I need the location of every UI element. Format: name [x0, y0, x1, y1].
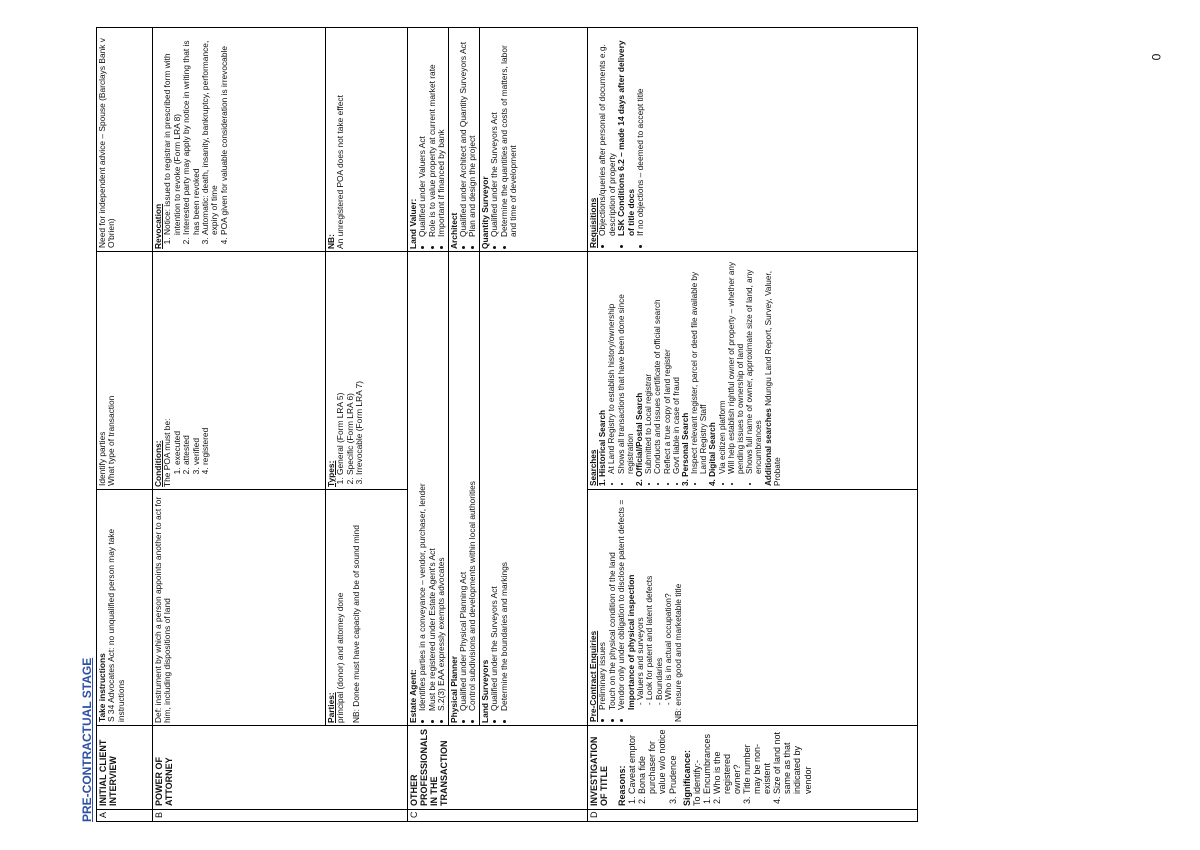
- valuer-item: • Qualified under Valuers Act: [418, 30, 427, 237]
- planner-item: • Qualified under Physical Planning Act: [459, 254, 468, 711]
- land-valuer: [408, 28, 449, 251]
- official-item: • Conducts and issues certificate of official search: [653, 255, 662, 474]
- personal-item: • Inspect relevant register, parcel or deed file available by Land Registry Staff: [690, 255, 708, 474]
- valuer-item: • Role is to value property at current market rate: [428, 30, 437, 237]
- type-item: 2. Specific (Form LRA 6): [346, 254, 355, 475]
- estate-heading: Estate Agent:: [408, 669, 418, 723]
- official-item: • Submitted to Local registrar: [644, 255, 653, 474]
- architect: [449, 28, 480, 251]
- cell-a-3: [97, 28, 153, 252]
- poa-conditions: [153, 252, 326, 489]
- significance-item: 1. Encumbrances: [702, 729, 712, 794]
- official-item: • Govt liable in case of fraud: [672, 255, 681, 474]
- reasons-heading: Reasons:: [617, 765, 628, 806]
- land-surveyors-heading: Land Surveyors: [479, 659, 490, 723]
- cell-a-2: [97, 252, 153, 490]
- transaction-type: What type of transaction: [106, 395, 117, 486]
- row-letter: A: [97, 810, 153, 822]
- architect-item: • Plan and design the project: [468, 30, 477, 237]
- requisitions-list: [598, 31, 645, 248]
- digital-label: Digital Search: [708, 422, 718, 477]
- importance-list: [636, 493, 674, 722]
- qs-item: • Qualified under the Surveyors Act: [490, 30, 499, 237]
- row-d: [588, 28, 918, 822]
- architect-item: • Qualified under Architect and Quantity Surveyors Act: [459, 30, 468, 237]
- historical-item: • Shows all transactions that have been done since registration: [617, 255, 635, 474]
- digital-item: • Will help establish rightful owner of property – whether any pending issues to ownership of land: [727, 255, 745, 474]
- type-item: 1. General (Form LRA 5): [336, 254, 345, 475]
- architect-list: [459, 30, 478, 249]
- row-letter: B: [153, 810, 408, 822]
- condition-item: 2. attested: [182, 254, 191, 465]
- row-letter: C: [408, 810, 588, 822]
- historical-list: [607, 255, 635, 486]
- revocation-item: 3. Automatic: death, insanity, bankruptcy, performance, expiry of time: [201, 30, 220, 235]
- pce-item: • Touch on the physical condition of the land: [608, 493, 617, 710]
- revocation-list: [163, 30, 229, 249]
- additional-text: Ndungu Land Report, Survey, Valuer, Probate: [763, 271, 782, 486]
- pce-list: [598, 493, 626, 722]
- land-surveyors-item: • Qualified under the Surveyors Act: [490, 254, 499, 711]
- requisition-item: • If no objections – deemed to accept title: [636, 31, 645, 236]
- significance-intro: To identify:-: [691, 759, 702, 806]
- cell-d-2: [588, 252, 918, 490]
- cell-c-2: [408, 28, 588, 252]
- condition-item: 3. verified: [192, 254, 201, 465]
- architect-heading: Architect: [448, 212, 459, 249]
- qs-heading: Quantity Surveyor: [479, 176, 490, 249]
- importance-item: - Boundaries: [655, 493, 664, 700]
- planner-list: [459, 254, 478, 723]
- requisitions-heading: Requisitions: [588, 197, 598, 248]
- row-topic: [588, 726, 918, 810]
- reasons-list: [627, 729, 677, 806]
- reasons: [617, 729, 812, 806]
- land-surveyors-item: • Determine the boundaries and markings: [500, 254, 509, 711]
- cell-b-2: [153, 252, 408, 490]
- poa-revocation: [153, 28, 326, 251]
- cell-d-1: [588, 490, 918, 726]
- types-list: [336, 254, 364, 487]
- personal-label: Personal Search: [680, 412, 690, 477]
- poa-types: [326, 252, 366, 489]
- valuer-item: • Important if financed by bank: [437, 30, 446, 237]
- planner-item: • Control subdivisions and developments within local authorities: [468, 254, 477, 711]
- cell-d-3: [588, 28, 918, 252]
- page-number: 0: [1149, 53, 1164, 61]
- reason-item: 1. Caveat emptor: [627, 729, 637, 794]
- additional-searches: [764, 255, 782, 486]
- pce-note: NB: ensure good and marketable title: [672, 583, 683, 722]
- pce-item: • Preliminary issues: [598, 493, 607, 710]
- land-surveyors: [480, 252, 510, 725]
- digital-heading: 4. Digital Search: [708, 422, 718, 486]
- significance-heading: Significance:: [681, 749, 692, 806]
- conditions-list: [173, 254, 211, 487]
- historical-label: Historical Search: [598, 409, 608, 477]
- nb-text: An unregistered POA does not take effect: [335, 95, 346, 249]
- revocation-item: 4. POA given for valuable consideration is irrevocable: [220, 30, 229, 235]
- cell-b-3: [153, 28, 408, 252]
- requisition-item: • Objections/queries after personal of documents e.g. description of property: [598, 31, 617, 236]
- conditions-heading: Conditions:: [153, 440, 163, 487]
- historical-heading: 1. Historical Search: [598, 409, 608, 486]
- pce-item: • Vendor only under obligation to disclose patent defects =: [617, 493, 626, 710]
- estate-agent: [408, 252, 449, 725]
- digital-list: [718, 255, 764, 486]
- conditions-intro: The POA must be:: [162, 418, 173, 487]
- significance-list: [702, 729, 813, 806]
- physical-planner: [449, 252, 480, 725]
- row-a: [97, 28, 153, 822]
- cell-c-1: [408, 252, 588, 726]
- stage-title: PRE-CONTRACTUAL STAGE: [80, 657, 94, 822]
- row-topic: INITIAL CLIENT INTERVIEW: [97, 726, 153, 810]
- reason-item: 2. Bona fide purchaser for value w/o notice: [637, 729, 667, 794]
- poa-definition: Def: instrument by which a person appoints another to act for him, including dispositions of land: [153, 490, 326, 725]
- additional-heading: Additional searches: [763, 408, 773, 486]
- searches-heading: Searches: [589, 449, 598, 486]
- planner-heading: Physical Planner: [448, 655, 459, 723]
- row-letter: D: [588, 810, 918, 822]
- notes-table: [96, 27, 918, 822]
- pce-heading: Pre-Contract Enquiries: [588, 630, 598, 722]
- valuer-heading: Land Valuer:: [408, 198, 418, 249]
- take-instructions: Take instructions: [97, 653, 107, 722]
- importance-item: - Look for patent and latent defects: [645, 493, 654, 700]
- parties-text: principal (donor) and attorney done: [335, 592, 346, 723]
- importance-item: - Valuers and surveyors: [636, 493, 645, 700]
- row-topic: OTHER PROFESSIONALS IN THE TRANSACTION: [408, 726, 588, 810]
- condition-item: 1. executed: [173, 254, 182, 465]
- official-item: • Reflect a true copy of land register: [663, 255, 672, 474]
- requisition-item: • LSK Conditions 6.2 – made 14 days after delivery of title docs: [617, 31, 636, 236]
- types-heading: Types:: [326, 460, 336, 487]
- parties-heading: Parties:: [326, 692, 336, 723]
- identify-parties: Identify parties: [97, 431, 107, 486]
- significance-item: 3. Title number may be non-existent: [742, 729, 772, 794]
- topic-title: INVESTIGATION OF TITLE: [589, 736, 610, 806]
- significance-item: 4. Size of land not same as that indicated by vendor: [772, 729, 812, 794]
- revocation-item: 2. Interested party may apply by notice in writing that is has been revoked: [182, 30, 201, 235]
- independent-advice: Need for independent advice – Spouse (Barclays Bank v O'brien): [97, 38, 117, 248]
- cell-a-1: [97, 490, 153, 726]
- row-c: [408, 28, 588, 822]
- cell-b-1: [153, 490, 408, 726]
- significance-item: 2. Who is the registered owner?: [712, 729, 742, 794]
- digital-item: • Via ecitizen platform: [718, 255, 727, 474]
- official-heading: 2. Official/Postal Search: [634, 392, 644, 486]
- qs-list: [490, 30, 518, 249]
- official-list: [644, 255, 681, 486]
- nb-heading: NB:: [326, 234, 336, 249]
- quantity-surveyor: [480, 28, 520, 251]
- donee-note: NB: Donee must have capacity and be of sound mind: [350, 525, 361, 723]
- estate-item: • Identifies parties in a conveyance – vendor, purchaser, lender: [418, 254, 427, 711]
- official-label: Official/Postal Search: [634, 392, 644, 477]
- condition-item: 4. registered: [201, 254, 210, 465]
- personal-heading: 3. Personal Search: [680, 412, 690, 486]
- advocates-act: S 34 Advocates Act: no unqualified person may take instructions: [106, 528, 126, 722]
- digital-item: • Shows full name of owner, approximate size of land, any encumbrances: [745, 255, 763, 474]
- estate-item: • Must be registered under Estate Agent's Act: [428, 254, 437, 711]
- type-item: 3. Irrevocable (Form LRA 7): [355, 254, 364, 475]
- poa-parties: [326, 490, 362, 725]
- valuer-list: [418, 30, 446, 249]
- poa-nb: [326, 28, 347, 251]
- importance-item: - Who is in actual occupation?: [664, 493, 673, 700]
- estate-item: • S.2(3) EAA expressly exempts advocates: [437, 254, 446, 711]
- revocation-item: 1. Notice: issued to registrar in prescribed form with intention to revoke (Form LRA 8): [163, 30, 182, 235]
- personal-list: [690, 255, 708, 486]
- land-surveyors-list: [490, 254, 509, 723]
- row-topic: POWER OF ATTORNEY: [153, 726, 408, 810]
- qs-item: • Determine the quantities and costs of matters, labor and time of development: [500, 30, 519, 237]
- rotated-document: [80, 20, 1120, 840]
- row-b: [153, 28, 408, 822]
- estate-list: [418, 254, 446, 723]
- revocation-heading: Revocation: [153, 203, 163, 249]
- reason-item: 3. Prudence: [668, 729, 678, 794]
- importance-heading: Importance of physical inspection: [625, 574, 636, 710]
- historical-item: • At Land Registry to establish history/ownership: [607, 255, 616, 474]
